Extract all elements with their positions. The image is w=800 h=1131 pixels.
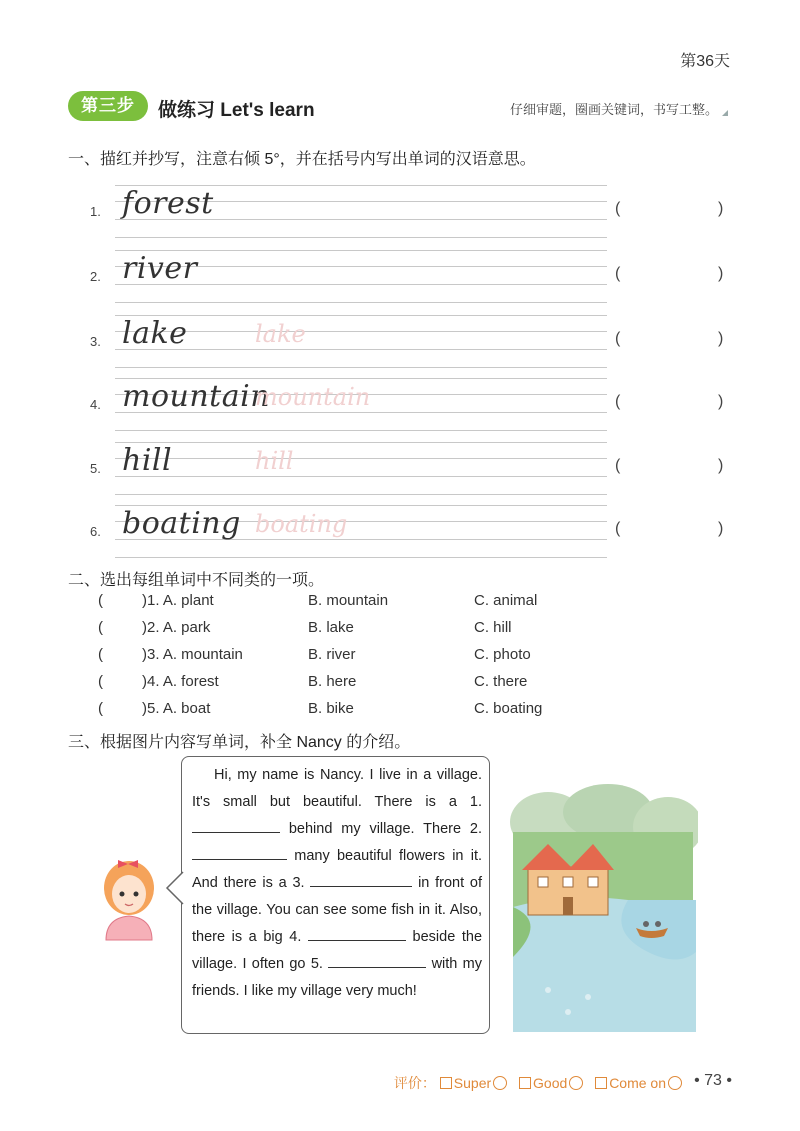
answer-paren[interactable]: ( bbox=[98, 673, 103, 690]
story-part-2: behind my village. There 2. bbox=[288, 821, 482, 837]
meaning-paren-open: ( bbox=[615, 457, 621, 474]
trace-ghost-word: hill bbox=[255, 447, 294, 475]
meaning-paren-close: ) bbox=[718, 393, 724, 410]
option-b: B. lake bbox=[308, 619, 354, 636]
trace-ghost-word: boating bbox=[255, 510, 348, 538]
nancy-illustration bbox=[100, 852, 158, 944]
meaning-paren-close: ) bbox=[718, 457, 724, 474]
story-part-3: many beautiful flowers in it. And there is a 3. bbox=[192, 848, 482, 891]
option-c: C. photo bbox=[474, 646, 531, 663]
evaluation-label: 评价： bbox=[393, 1075, 436, 1091]
trace-word: mountain bbox=[122, 379, 271, 414]
trace-ghost-word: lake bbox=[255, 320, 306, 348]
option-a: )3. A. mountain bbox=[142, 646, 243, 663]
meaning-paren-close: ) bbox=[718, 265, 724, 282]
option-c: C. hill bbox=[474, 619, 512, 636]
village-picture bbox=[508, 782, 698, 1032]
writing-row bbox=[90, 373, 740, 433]
answer-paren[interactable]: ( bbox=[98, 592, 103, 609]
trace-word: hill bbox=[122, 443, 173, 478]
tip-corner-icon bbox=[722, 110, 728, 116]
good-checkbox[interactable] bbox=[519, 1077, 531, 1089]
evaluation-bar bbox=[394, 1073, 690, 1093]
page-number: • 73 • bbox=[694, 1072, 732, 1089]
option-c: C. boating bbox=[474, 700, 543, 717]
option-b: B. river bbox=[308, 646, 356, 663]
meaning-paren-close: ) bbox=[718, 200, 724, 217]
meaning-paren-open: ( bbox=[615, 200, 621, 217]
blank-2[interactable] bbox=[192, 845, 287, 860]
section2-title: 二、选出每组单词中不同类的一项。 bbox=[68, 572, 325, 589]
meaning-paren-open: ( bbox=[615, 330, 621, 347]
meaning-paren-open: ( bbox=[615, 265, 621, 282]
meaning-paren-open: ( bbox=[615, 520, 621, 537]
meaning-paren-close: ) bbox=[718, 520, 724, 537]
choice-item[interactable] bbox=[98, 592, 698, 614]
option-c: C. there bbox=[474, 673, 528, 690]
come-on-face-icon bbox=[668, 1076, 682, 1090]
super-face-icon bbox=[493, 1076, 507, 1090]
trace-ghost-word: mountain bbox=[255, 383, 371, 411]
answer-paren[interactable]: ( bbox=[98, 619, 103, 636]
trace-word: boating bbox=[122, 506, 241, 541]
row-number: 6. bbox=[90, 524, 101, 539]
option-a: )4. A. forest bbox=[142, 673, 219, 690]
option-a: )2. A. park bbox=[142, 619, 211, 636]
day-label: 第36天 bbox=[680, 53, 730, 70]
option-a: )1. A. plant bbox=[142, 592, 214, 609]
writing-lines[interactable] bbox=[115, 442, 607, 498]
blank-5[interactable] bbox=[328, 953, 426, 968]
option-b: B. here bbox=[308, 673, 357, 690]
meaning-paren-close: ) bbox=[718, 330, 724, 347]
writing-row bbox=[90, 180, 740, 240]
good-label: Good bbox=[533, 1075, 568, 1091]
story-part-1: Hi, my name is Nancy. I live in a village. It's small but beautiful. There is a 1. bbox=[192, 767, 482, 810]
choice-item[interactable] bbox=[98, 700, 698, 722]
come-on-label: Come on bbox=[609, 1075, 666, 1091]
option-b: B. mountain bbox=[308, 592, 389, 609]
writing-row bbox=[90, 437, 740, 497]
story-part-6: with my friends. I like my village very much! bbox=[192, 956, 483, 999]
choice-item[interactable] bbox=[98, 619, 698, 641]
super-checkbox[interactable] bbox=[440, 1077, 452, 1089]
come-on-checkbox[interactable] bbox=[595, 1077, 607, 1089]
row-number: 2. bbox=[90, 269, 101, 284]
step-title: 做练习 Let's learn bbox=[158, 100, 315, 121]
row-number: 1. bbox=[90, 204, 101, 219]
story-part-5: beside the village. I often go 5. bbox=[192, 929, 483, 972]
row-number: 3. bbox=[90, 334, 101, 349]
option-c: C. animal bbox=[474, 592, 538, 609]
story-paragraph bbox=[192, 762, 482, 1005]
option-b: B. bike bbox=[308, 700, 354, 717]
trace-word: forest bbox=[122, 186, 214, 221]
super-label: Super bbox=[453, 1075, 492, 1091]
speech-bubble-tail bbox=[165, 870, 185, 910]
writing-row bbox=[90, 245, 740, 305]
writing-row bbox=[90, 500, 740, 560]
step-badge: 第三步 bbox=[68, 91, 148, 121]
section3-title: 三、根据图片内容写单词，补全 Nancy 的介绍。 bbox=[68, 734, 411, 751]
answer-paren[interactable]: ( bbox=[98, 646, 103, 663]
blank-3[interactable] bbox=[310, 872, 412, 887]
option-a: )5. A. boat bbox=[142, 700, 211, 717]
blank-1[interactable] bbox=[192, 818, 280, 833]
row-number: 4. bbox=[90, 397, 101, 412]
answer-paren[interactable]: ( bbox=[98, 700, 103, 717]
section1-title: 一、描红并抄写，注意右倾 5°，并在括号内写出单词的汉语意思。 bbox=[68, 151, 536, 168]
choice-item[interactable] bbox=[98, 673, 698, 695]
trace-word: river bbox=[122, 251, 198, 286]
choice-item[interactable] bbox=[98, 646, 698, 668]
good-face-icon bbox=[569, 1076, 583, 1090]
story-part-4: in front of the village. You can see some fish in it. Also, there is a big 4. bbox=[192, 875, 483, 945]
writing-lines[interactable] bbox=[115, 315, 607, 371]
blank-4[interactable] bbox=[308, 926, 406, 941]
writing-row bbox=[90, 310, 740, 370]
meaning-paren-open: ( bbox=[615, 393, 621, 410]
trace-word: lake bbox=[122, 316, 188, 351]
step-tip: 仔细审题，圈画关键词，书写工整。 bbox=[510, 103, 719, 118]
row-number: 5. bbox=[90, 461, 101, 476]
